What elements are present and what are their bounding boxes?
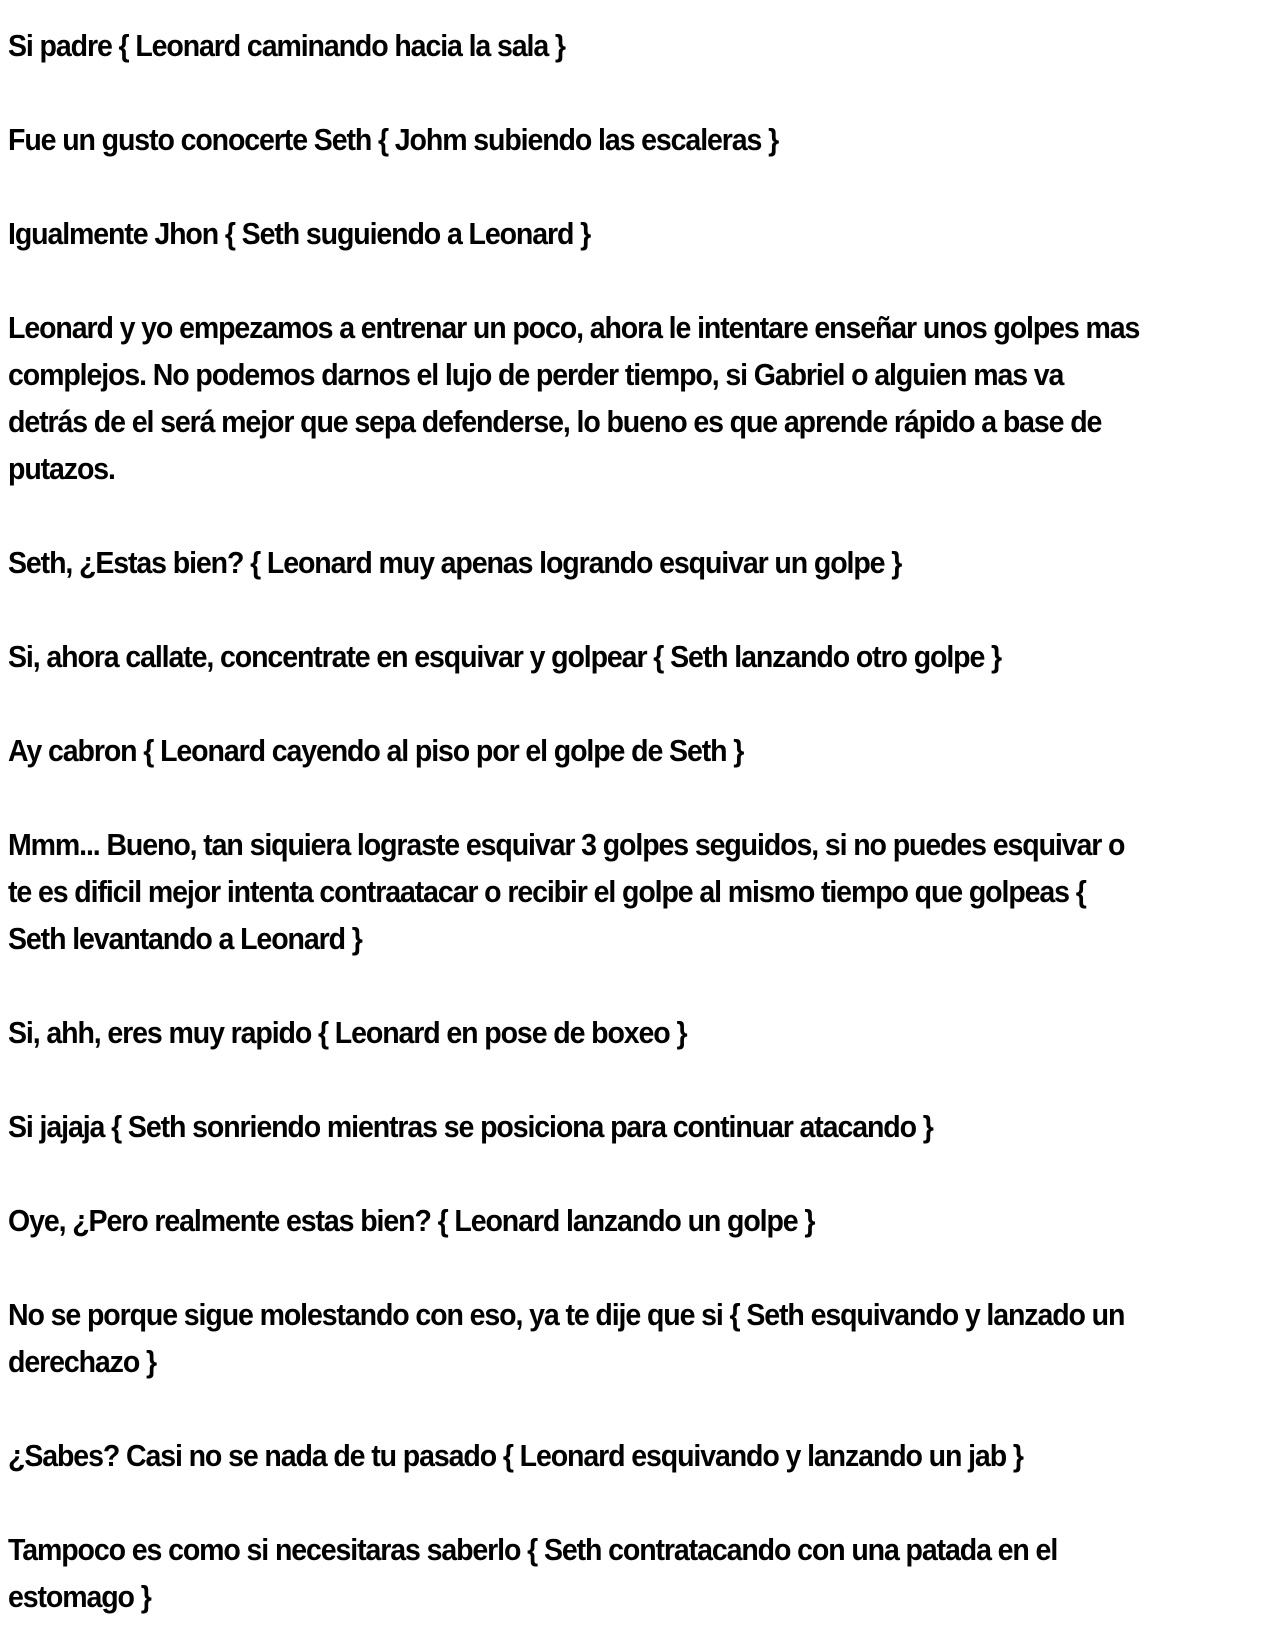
document-page	[8, 22, 1149, 1620]
dialogue-line-12: No se porque sigue molestando con eso, ya te dije que si { Seth esquivando y lanzado un derechazo }	[8, 1297, 1125, 1379]
dialogue-line-11: Oye, ¿Pero realmente estas bien? { Leonard lanzando un golpe }	[8, 1203, 815, 1238]
dialogue-line-14: Tampoco es como si necesitaras saberlo { Seth contratacando con una patada en el estomago }	[8, 1532, 1058, 1614]
dialogue-line-3: Igualmente Jhon { Seth suguiendo a Leonard }	[8, 216, 591, 251]
dialogue-line-10: Si jajaja { Seth sonriendo mientras se posiciona para continuar atacando }	[8, 1109, 933, 1144]
dialogue-line-8: Mmm... Bueno, tan siquiera lograste esquivar 3 golpes seguidos, si no puedes esquivar o te es dificil mejor intenta contraatacar o recibir el golpe al mismo tiempo que golpeas { Seth levantando a Leonard }	[8, 827, 1125, 956]
dialogue-line-5: Seth, ¿Estas bien? { Leonard muy apenas logrando esquivar un golpe }	[8, 545, 902, 580]
dialogue-line-9: Si, ahh, eres muy rapido { Leonard en pose de boxeo }	[8, 1015, 687, 1050]
narration-paragraph: Leonard y yo empezamos a entrenar un poco, ahora le intentare enseñar unos golpes mas complejos. No podemos darnos el lujo de perder tiempo, si Gabriel o alguien mas va detrás de el será mejor que sepa defenderse, lo bueno es que aprende rápido a base de putazos.	[8, 310, 1140, 486]
dialogue-line-2: Fue un gusto conocerte Seth { Johm subiendo las escaleras }	[8, 122, 779, 157]
dialogue-line-1: Si padre { Leonard caminando hacia la sala }	[8, 28, 565, 63]
dialogue-line-7: Ay cabron { Leonard cayendo al piso por el golpe de Seth }	[8, 733, 744, 768]
dialogue-line-6: Si, ahora callate, concentrate en esquivar y golpear { Seth lanzando otro golpe }	[8, 639, 1002, 674]
dialogue-line-13: ¿Sabes? Casi no se nada de tu pasado { Leonard esquivando y lanzando un jab }	[8, 1438, 1023, 1473]
